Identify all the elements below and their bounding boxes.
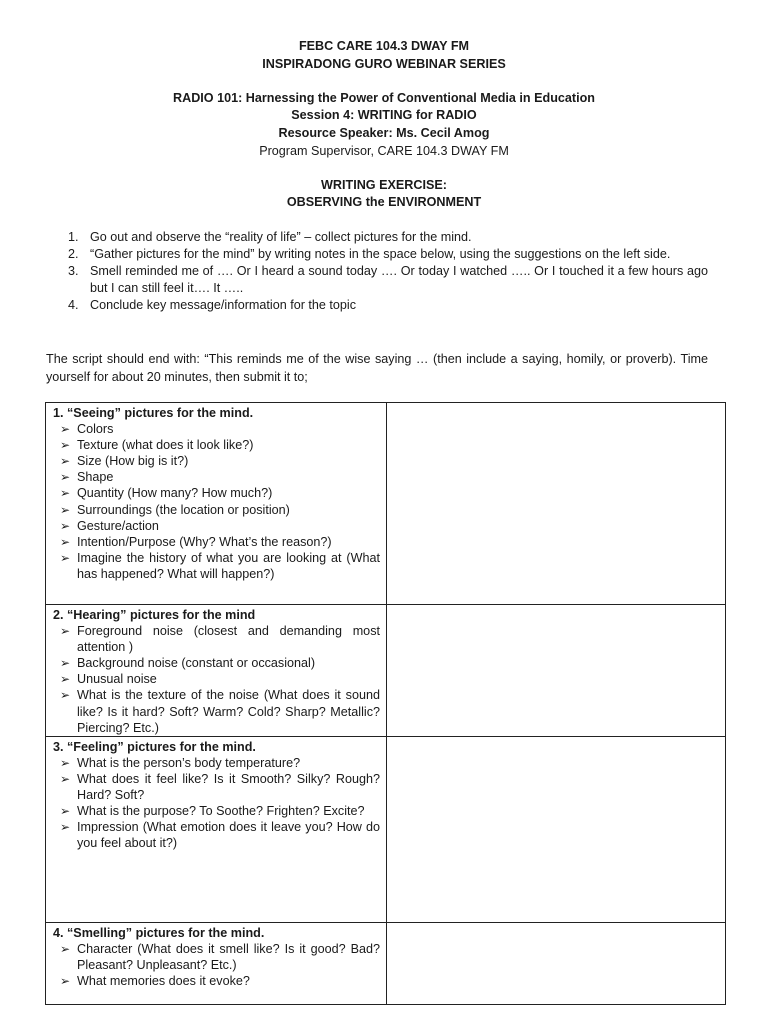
instruction-steps — [68, 229, 708, 314]
arrow-bullet-icon: ➢ — [60, 470, 71, 485]
arrow-bullet-icon: ➢ — [60, 502, 71, 517]
arrow-bullet-icon: ➢ — [60, 820, 71, 835]
seeing-list — [53, 421, 380, 582]
arrow-bullet-icon: ➢ — [60, 771, 71, 786]
arrow-bullet-icon: ➢ — [60, 804, 71, 819]
exercise-heading: WRITING EXERCISE: — [321, 178, 447, 192]
list-item: ➢ Size (How big is it?) — [60, 454, 189, 469]
arrow-bullet-icon: ➢ — [60, 755, 71, 770]
feeling-list — [53, 755, 380, 852]
step-item: 1. Go out and observe the “reality of life” – collect pictures for the mind. — [68, 230, 472, 244]
org-title: FEBC CARE 104.3 DWAY FM — [298, 39, 470, 53]
hearing-cell — [46, 605, 387, 737]
table-row — [46, 605, 726, 737]
list-item: ➢ Texture (what does it look like?) — [60, 438, 254, 453]
smelling-list — [53, 941, 380, 989]
arrow-bullet-icon: ➢ — [60, 688, 71, 703]
speaker-line: Resource Speaker: Ms. Cecil Amog — [278, 126, 490, 140]
arrow-bullet-icon: ➢ — [60, 624, 71, 639]
script-instructions: The script should end with: “This reminds me of the wise saying … (then include a saying, homily, or proverb). Time yourself for about 20 minutes, then submit it to; — [46, 352, 708, 384]
list-item: ➢ Quantity (How many? How much?) — [60, 486, 273, 501]
observation-table — [45, 402, 726, 1005]
list-item: ➢ Shape — [60, 470, 114, 485]
table-row — [46, 736, 726, 922]
list-item: ➢ Foreground noise (closest and demanding most attention ) — [60, 624, 380, 655]
list-item: ➢ Impression (What emotion does it leave you? How do you feel about it?) — [60, 820, 380, 851]
arrow-bullet-icon: ➢ — [60, 438, 71, 453]
section-title: 4. “Smelling” pictures for the mind. — [53, 925, 265, 940]
table-row — [46, 403, 726, 605]
list-item: ➢ What memories does it evoke? — [60, 974, 250, 989]
hearing-notes-cell[interactable] — [387, 605, 726, 737]
arrow-bullet-icon: ➢ — [60, 974, 71, 989]
series-title: INSPIRADONG GURO WEBINAR SERIES — [262, 57, 506, 71]
list-item: ➢ Character (What does it smell like? Is it good? Bad? Pleasant? Unpleasant? Etc.) — [60, 941, 380, 972]
list-item: ➢ Colors — [60, 422, 114, 437]
list-item: ➢ What is the person’s body temperature? — [60, 755, 301, 770]
smelling-notes-cell[interactable] — [387, 922, 726, 1004]
table-row — [46, 922, 726, 1004]
arrow-bullet-icon: ➢ — [60, 550, 71, 565]
list-item: ➢ Imagine the history of what you are looking at (What has happened? What will happen?) — [60, 550, 380, 581]
arrow-bullet-icon: ➢ — [60, 518, 71, 533]
arrow-bullet-icon: ➢ — [60, 422, 71, 437]
speaker-role: Program Supervisor, CARE 104.3 DWAY FM — [259, 144, 509, 158]
step-item: 3. Smell reminded me of …. Or I heard a sound today …. Or today I watched ….. Or I touched it a few hours ago but I can still feel it…. It ….. — [68, 264, 708, 295]
section-title: 3. “Feeling” pictures for the mind. — [53, 739, 256, 754]
smelling-cell — [46, 922, 387, 1004]
arrow-bullet-icon: ➢ — [60, 534, 71, 549]
section-title: 1. “Seeing” pictures for the mind. — [53, 406, 254, 420]
feeling-notes-cell[interactable] — [387, 736, 726, 922]
arrow-bullet-icon: ➢ — [60, 672, 71, 687]
list-item: ➢ Surroundings (the location or position) — [60, 502, 290, 517]
list-item: ➢ What is the texture of the noise (What does it sound like? Is it hard? Soft? Warm? Cold? Sharp? Metallic? Piercing? Etc.) — [60, 688, 380, 735]
feeling-cell — [46, 736, 387, 922]
arrow-bullet-icon: ➢ — [60, 454, 71, 469]
seeing-cell — [46, 403, 387, 605]
seeing-notes-cell[interactable] — [387, 403, 726, 605]
list-item: ➢ Unusual noise — [60, 672, 157, 687]
step-item: 2. “Gather pictures for the mind” by writing notes in the space below, using the suggestions on the left side. — [68, 247, 671, 261]
section-title: 2. “Hearing” pictures for the mind — [53, 608, 256, 622]
course-title: RADIO 101: Harnessing the Power of Conventional Media in Education — [173, 91, 595, 105]
list-item: ➢ Gesture/action — [60, 518, 159, 533]
list-item: ➢ Intention/Purpose (Why? What’s the reason?) — [60, 534, 332, 549]
hearing-list — [53, 623, 380, 736]
arrow-bullet-icon: ➢ — [60, 941, 71, 956]
list-item: ➢ Background noise (constant or occasional) — [60, 656, 316, 671]
step-item: 4. Conclude key message/information for the topic — [68, 298, 357, 312]
list-item: ➢ What is the purpose? To Soothe? Frighten? Excite? — [60, 804, 365, 819]
list-item: ➢ What does it feel like? Is it Smooth? Silky? Rough? Hard? Soft? — [60, 771, 380, 803]
arrow-bullet-icon: ➢ — [60, 486, 71, 501]
arrow-bullet-icon: ➢ — [60, 656, 71, 671]
session-title: Session 4: WRITING for RADIO — [291, 108, 477, 122]
exercise-subheading: OBSERVING the ENVIRONMENT — [286, 195, 482, 209]
